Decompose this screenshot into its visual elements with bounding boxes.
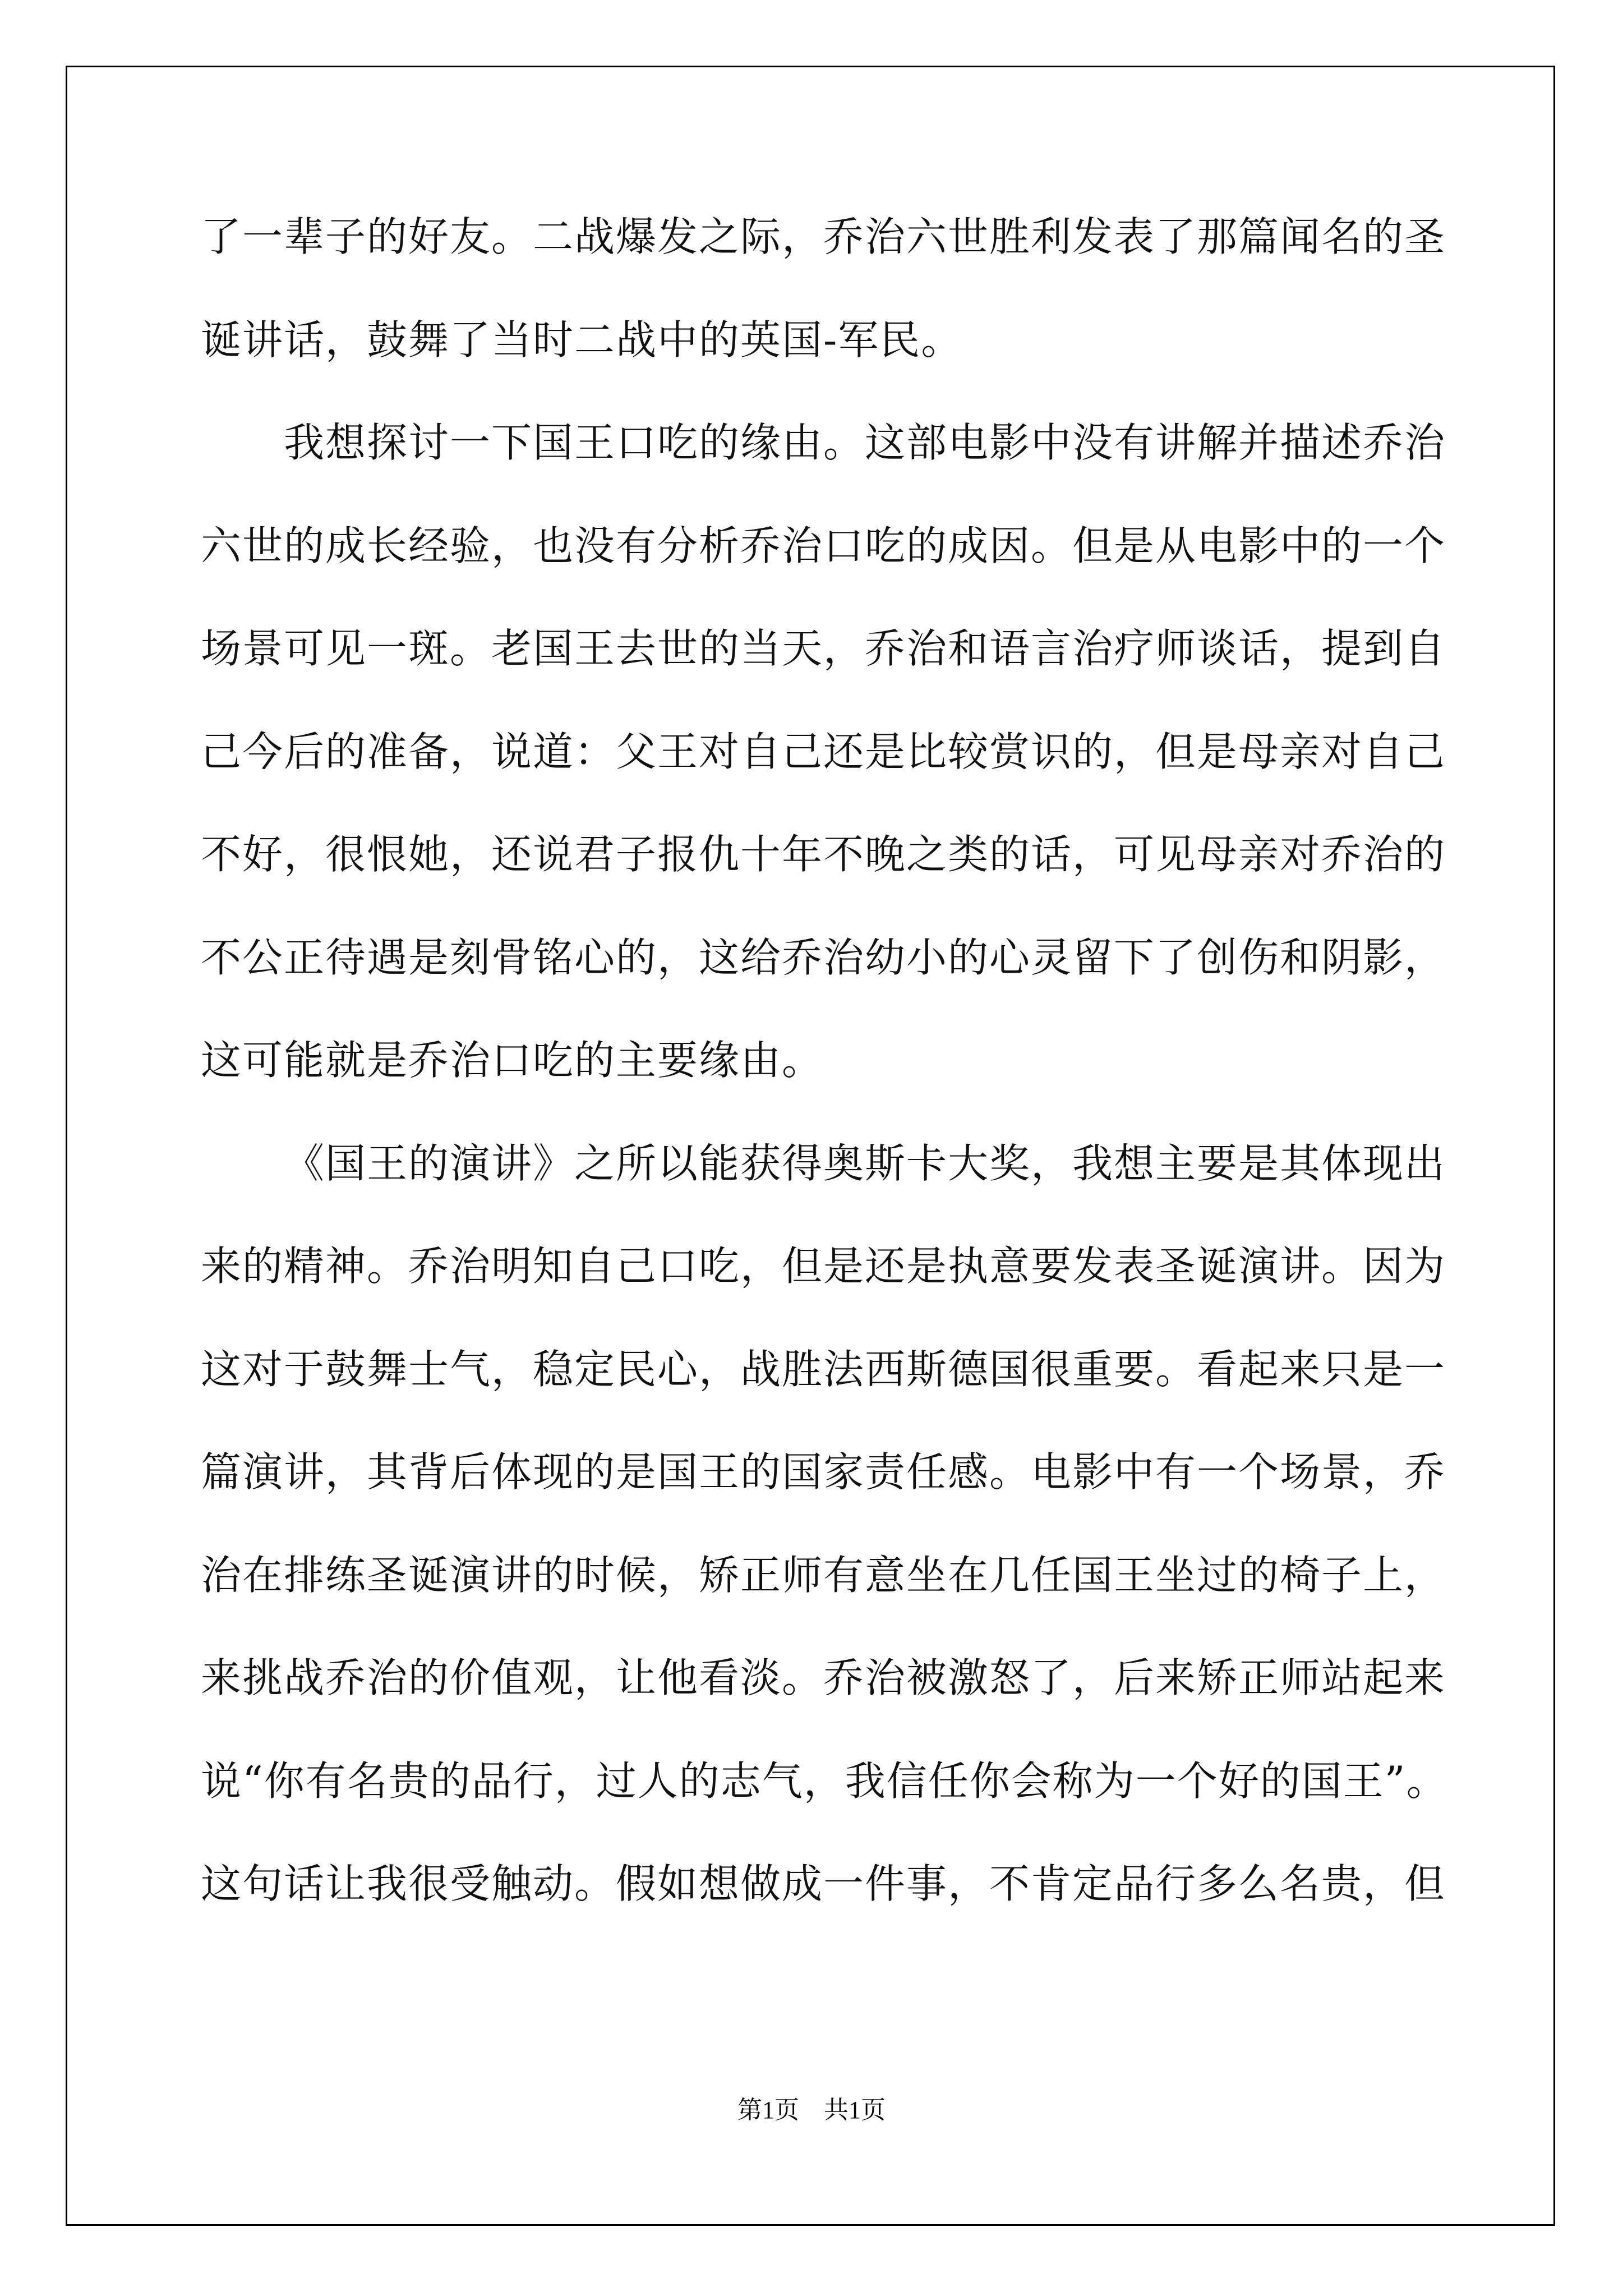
text-line: 说“你有名贵的品行，过人的志气，我信任你会称为一个好的国王”。 [201,1757,1448,1805]
text-line: 这句话让我很受触动。假如想做成一件事，不肯定品行多么名贵，但 [201,1860,1446,1907]
text-line: 这对于鼓舞士气，稳定民心，战胜法西斯德国很重要。看起来只是一 [201,1345,1446,1393]
text-line: 六世的成长经验，也没有分析乔治口吃的成因。但是从电影中的一个 [201,522,1446,569]
text-line: 来的精神。乔治明知自己口吃，但是还是执意要发表圣诞演讲。因为 [201,1243,1446,1290]
text-line: 来挑战乔治的价值观，让他看淡。乔治被激怒了，后来矫正师站起来 [201,1654,1446,1701]
text-line: 诞讲话，鼓舞了当时二战中的英国-军民。 [201,316,963,364]
text-line: 场景可见一斑。老国王去世的当天，乔治和语言治疗师谈话，提到自 [201,625,1446,672]
text-line: 己今后的准备，说道：父王对自己还是比较赏识的，但是母亲对自己 [201,728,1446,775]
text-line: 不好，很恨她，还说君子报仇十年不晚之类的话，可见母亲对乔治的 [201,831,1446,878]
paragraph-start-line: 我想探讨一下国王口吃的缘由。这部电影中没有讲解并描述乔治 [284,419,1446,466]
page-number-footer: 第1页 共1页 [737,2096,886,2124]
text-line: 这可能就是乔治口吃的主要缘由。 [201,1037,824,1084]
paragraph-start-line: 《国王的演讲》之所以能获得奥斯卡大奖，我想主要是其体现出 [284,1139,1446,1187]
text-line: 了一辈子的好友。二战爆发之际，乔治六世胜利发表了那篇闻名的圣 [201,213,1446,260]
document-body [201,206,1448,1956]
text-line: 不公正待遇是刻骨铭心的，这给乔治幼小的心灵留下了创伤和阴影， [201,933,1446,981]
text-line: 治在排练圣诞演讲的时候，矫正师有意坐在几任国王坐过的椅子上， [201,1551,1446,1599]
text-line: 篇演讲，其背后体现的是国王的国家责任感。电影中有一个场景，乔 [201,1448,1446,1496]
